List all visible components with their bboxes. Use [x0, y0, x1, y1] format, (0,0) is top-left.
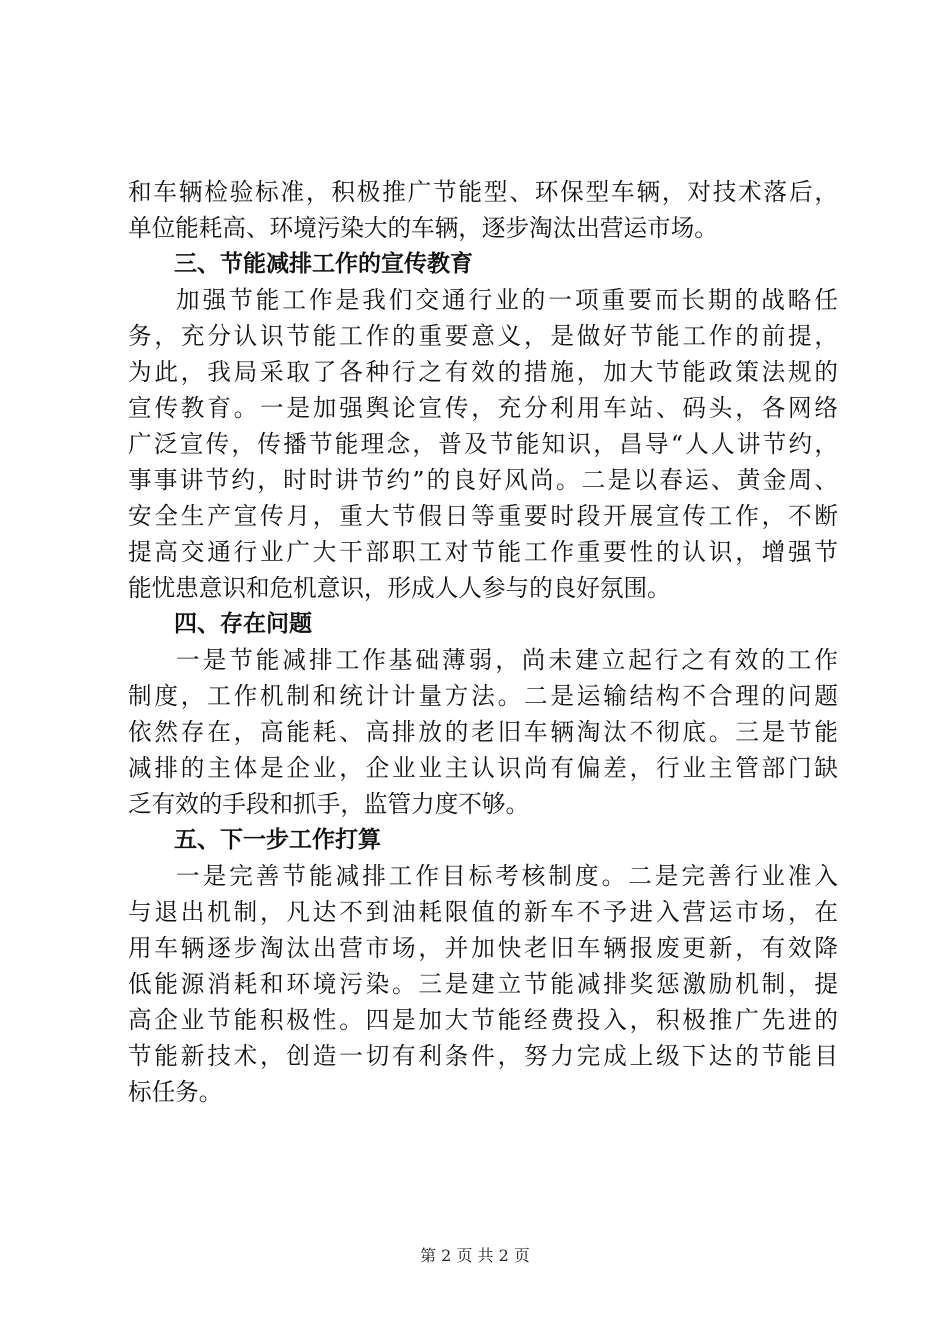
text-line: 减排的主体是企业，企业业主认识尚有偏差，行业主管部门缺 [128, 754, 838, 782]
text-line: 加强节能工作是我们交通行业的一项重要而长期的战略任 [176, 286, 838, 314]
text-line: 节能新技术，创造一切有利条件，努力完成上级下达的节能目 [128, 1042, 838, 1070]
text-line: 乏有效的手段和抓手，监管力度不够。 [128, 790, 530, 818]
text-line: 和车辆检验标准，积极推广节能型、环保型车辆，对技术落后， [128, 178, 838, 206]
text-line: 标任务。 [128, 1078, 223, 1106]
paragraph-problems [128, 642, 838, 822]
text-line: 制度，工作机制和统计计量方法。二是运输结构不合理的问题 [128, 682, 838, 710]
text-line: 事事讲节约，时时讲节约”的良好风尚。二是以春运、黄金周、 [128, 466, 838, 494]
text-line: 能忧患意识和危机意识，形成人人参与的良好氛围。 [128, 574, 671, 602]
text-line: 广泛宣传，传播节能理念，普及节能知识，昌导“人人讲节约， [128, 430, 838, 458]
section-heading-publicity: 三、节能减排工作的宣传教育 [174, 251, 473, 277]
paragraph-continuation [128, 174, 838, 246]
section-heading-problems: 四、存在问题 [174, 611, 312, 637]
text-line: 低能源消耗和环境污染。三是建立节能减排奖惩激励机制，提 [128, 970, 838, 998]
paragraph-publicity [128, 282, 838, 606]
text-line: 一是完善节能减排工作目标考核制度。二是完善行业准入 [176, 862, 838, 890]
text-line: 安全生产宣传月，重大节假日等重要时段开展宣传工作，不断 [128, 502, 838, 530]
text-line: 为此，我局采取了各种行之有效的措施，加大节能政策法规的 [128, 358, 838, 386]
document-body [128, 174, 838, 1110]
paragraph-next-steps [128, 858, 838, 1110]
section-heading-next-steps: 五、下一步工作打算 [174, 827, 381, 853]
text-line: 高企业节能积极性。四是加大节能经费投入，积极推广先进的 [128, 1006, 838, 1034]
text-line: 务，充分认识节能工作的重要意义，是做好节能工作的前提， [128, 322, 838, 350]
text-line: 宣传教育。一是加强舆论宣传，充分利用车站、码头，各网络 [128, 394, 838, 422]
page-number-footer: 第 2 页 共 2 页 [420, 1246, 530, 1265]
text-line: 依然存在，高能耗、高排放的老旧车辆淘汰不彻底。三是节能 [128, 718, 838, 746]
text-line: 一是节能减排工作基础薄弱，尚未建立起行之有效的工作 [176, 646, 838, 674]
text-line: 提高交通行业广大干部职工对节能工作重要性的认识，增强节 [128, 538, 838, 566]
text-line: 用车辆逐步淘汰出营市场，并加快老旧车辆报废更新，有效降 [128, 934, 838, 962]
text-line: 与退出机制，凡达不到油耗限值的新车不予进入营运市场，在 [128, 898, 838, 926]
text-line: 单位能耗高、环境污染大的车辆，逐步淘汰出营运市场。 [128, 214, 718, 242]
